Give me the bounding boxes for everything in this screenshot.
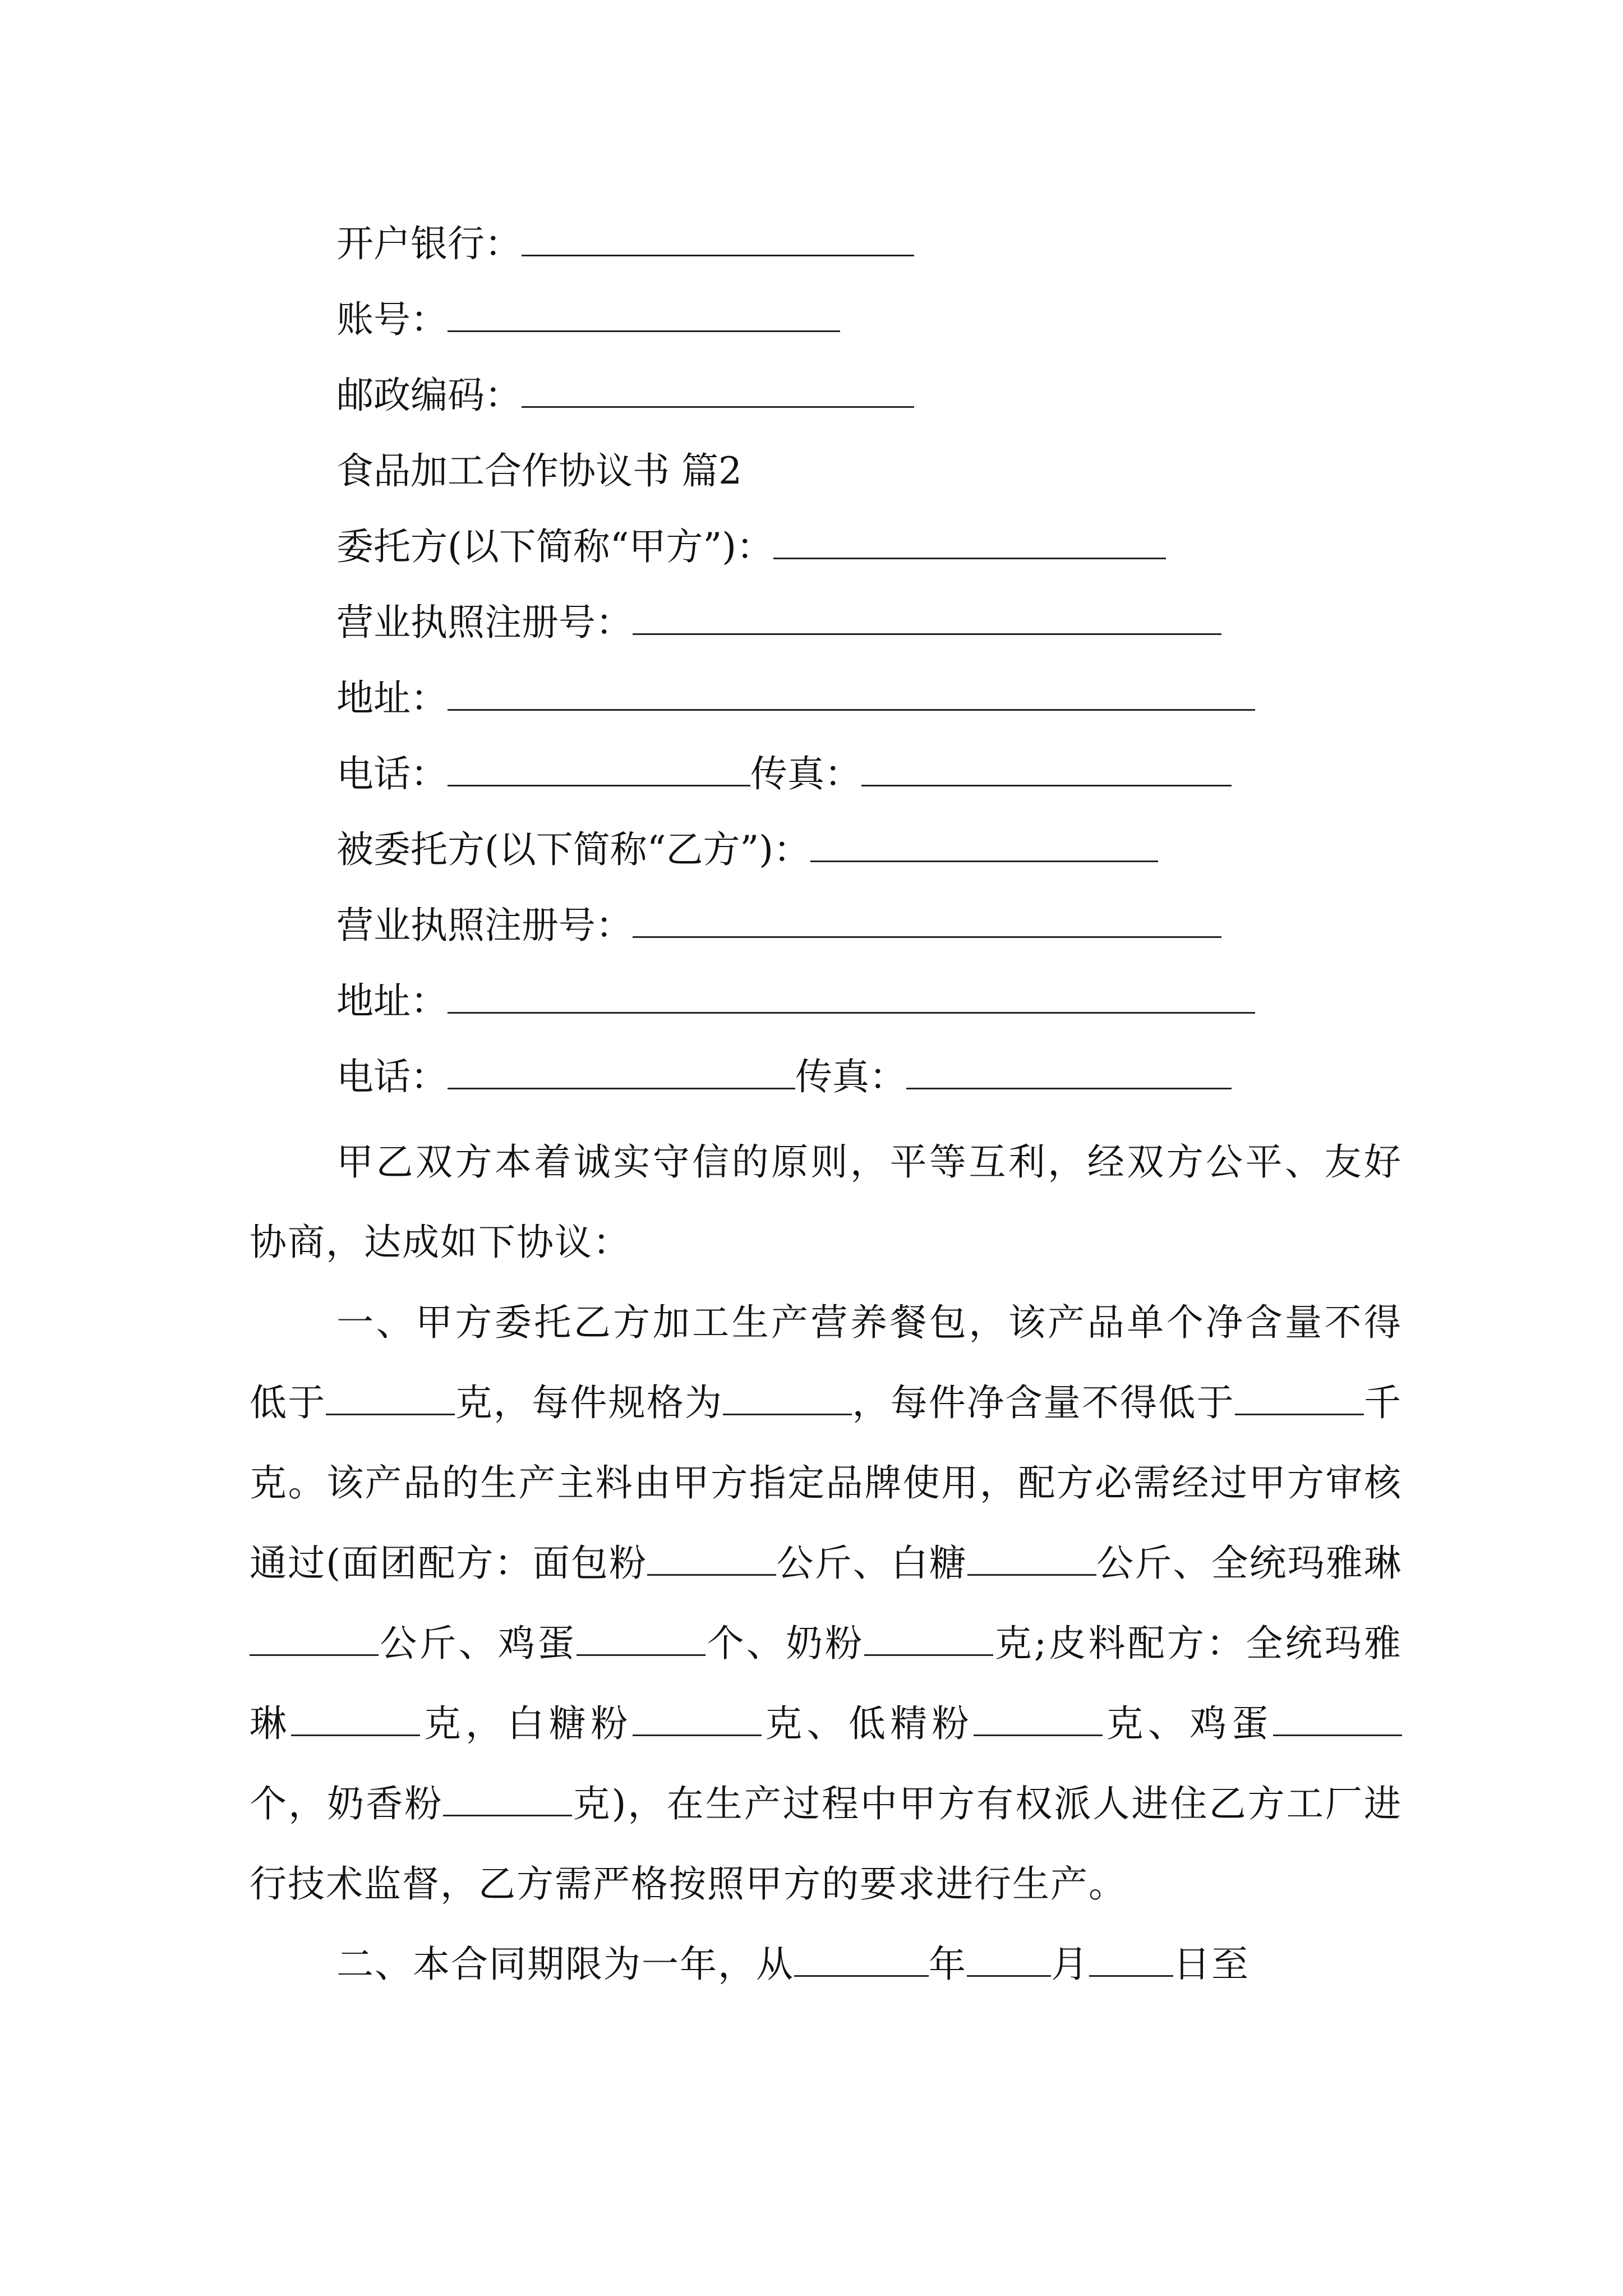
crust-margarine-blank bbox=[291, 1701, 420, 1736]
party-b-phone-line bbox=[336, 1049, 1232, 1105]
party-b-line bbox=[336, 822, 1158, 878]
start-year-blank bbox=[794, 1941, 929, 1977]
clause-2-text-2: 年 bbox=[929, 1943, 967, 1986]
party-a-address-label: 地址： bbox=[336, 677, 448, 720]
bank-blank bbox=[522, 218, 914, 256]
spec-blank bbox=[723, 1380, 852, 1415]
account-label: 账号： bbox=[336, 298, 448, 341]
crust-egg-blank bbox=[1273, 1701, 1402, 1736]
milk-powder-blank bbox=[864, 1621, 993, 1656]
party-a-address-blank bbox=[448, 672, 1255, 711]
party-a-fax-blank bbox=[861, 748, 1232, 786]
party-b-fax-blank bbox=[906, 1051, 1232, 1089]
party-b-phone-label: 电话： bbox=[336, 1055, 448, 1098]
party-a-phone-label: 电话： bbox=[336, 752, 448, 795]
party-a-phone-blank bbox=[448, 748, 750, 786]
party-a-phone-line bbox=[336, 746, 1232, 802]
party-b-license-blank bbox=[633, 899, 1221, 938]
clause-1-paragraph bbox=[250, 1282, 1402, 1924]
clause-1-text-5: 公斤、白糖 bbox=[776, 1542, 967, 1585]
party-b-blank bbox=[810, 823, 1158, 862]
party-b-license-line bbox=[336, 898, 1221, 954]
party-a-address-line bbox=[336, 670, 1255, 726]
postcode-blank bbox=[522, 369, 914, 408]
clause-1-text-7: 公斤、鸡蛋 bbox=[379, 1622, 577, 1665]
party-a-license-line bbox=[336, 595, 1221, 651]
clause-1-text-10: 克，白糖粉 bbox=[420, 1702, 633, 1745]
clause-1-text-3: ，每件净含量不得低于 bbox=[852, 1381, 1235, 1424]
clause-2-paragraph bbox=[250, 1924, 1402, 2004]
account-line bbox=[336, 292, 840, 348]
party-b-license-label: 营业执照注册号： bbox=[336, 904, 633, 947]
postcode-label: 邮政编码： bbox=[336, 374, 522, 417]
party-b-fax-label: 传真： bbox=[795, 1055, 906, 1098]
party-b-address-line bbox=[336, 973, 1255, 1029]
clause-1-text-14: 克)，在生产过程中甲方有权派人进住乙方工厂进行技术监督，乙方需严格按照甲方的要求进行生产。 bbox=[250, 1782, 1403, 1906]
bread-flour-blank bbox=[647, 1540, 776, 1576]
intro-text: 甲乙双方本着诚实守信的原则，平等互利，经双方公平、友好协商，达成如下协议： bbox=[250, 1140, 1402, 1264]
egg-blank bbox=[577, 1621, 706, 1656]
account-blank bbox=[448, 293, 840, 332]
party-a-license-blank bbox=[633, 596, 1221, 635]
section-title-text: 食品加工合作协议书 篇2 bbox=[336, 449, 742, 493]
party-b-address-label: 地址： bbox=[336, 979, 448, 1023]
clause-1-text-4: 千克。该产品的生产主料由甲方指定品牌使用，配方必需经过甲方审核通过(面团配方：面包粉 bbox=[250, 1381, 1403, 1585]
postcode-line bbox=[336, 367, 914, 424]
piece-weight-blank bbox=[1235, 1380, 1364, 1415]
bank-line bbox=[336, 216, 914, 272]
clause-2-text-1: 二、本合同期限为一年，从 bbox=[336, 1943, 794, 1986]
clause-1-text-2: 克，每件规格为 bbox=[455, 1381, 723, 1424]
clause-1-text-12: 克、鸡蛋 bbox=[1103, 1702, 1274, 1745]
margarine-blank bbox=[250, 1621, 379, 1656]
party-b-address-blank bbox=[448, 975, 1255, 1014]
clause-1-text-8: 个、奶粉 bbox=[706, 1622, 865, 1665]
clause-2-text-4: 日至 bbox=[1173, 1943, 1249, 1986]
party-a-blank bbox=[773, 521, 1166, 559]
clause-1-text-1: 一、甲方委托乙方加工生产营养餐包，该产品单个净含量不得低于 bbox=[250, 1301, 1402, 1424]
bank-label: 开户银行： bbox=[336, 222, 522, 265]
clause-1-text-11: 克、低精粉 bbox=[761, 1702, 974, 1745]
party-a-line bbox=[336, 519, 1166, 575]
party-a-fax-label: 传真： bbox=[750, 752, 861, 795]
party-a-license-label: 营业执照注册号： bbox=[336, 601, 633, 644]
party-a-label: 委托方(以下简称“甲方”)： bbox=[336, 525, 773, 568]
start-day-blank bbox=[1089, 1941, 1173, 1977]
low-flour-blank bbox=[974, 1701, 1103, 1736]
clause-1-text-6: 公斤、全统玛雅琳 bbox=[1096, 1542, 1403, 1585]
icing-sugar-blank bbox=[633, 1701, 762, 1736]
party-b-label: 被委托方(以下简称“乙方”)： bbox=[336, 828, 810, 871]
party-b-phone-blank bbox=[448, 1051, 795, 1089]
section-title bbox=[336, 443, 742, 499]
net-weight-blank bbox=[326, 1380, 455, 1415]
milk-flavor-blank bbox=[443, 1781, 572, 1816]
intro-paragraph bbox=[250, 1122, 1402, 1282]
clause-2-text-3: 月 bbox=[1051, 1943, 1089, 1986]
clause-1-text-9: 克;皮料配方：全统玛雅琳 bbox=[250, 1622, 1403, 1745]
start-month-blank bbox=[967, 1941, 1051, 1977]
clause-1-text-13: 个，奶香粉 bbox=[250, 1782, 444, 1825]
sugar-blank bbox=[967, 1540, 1096, 1576]
